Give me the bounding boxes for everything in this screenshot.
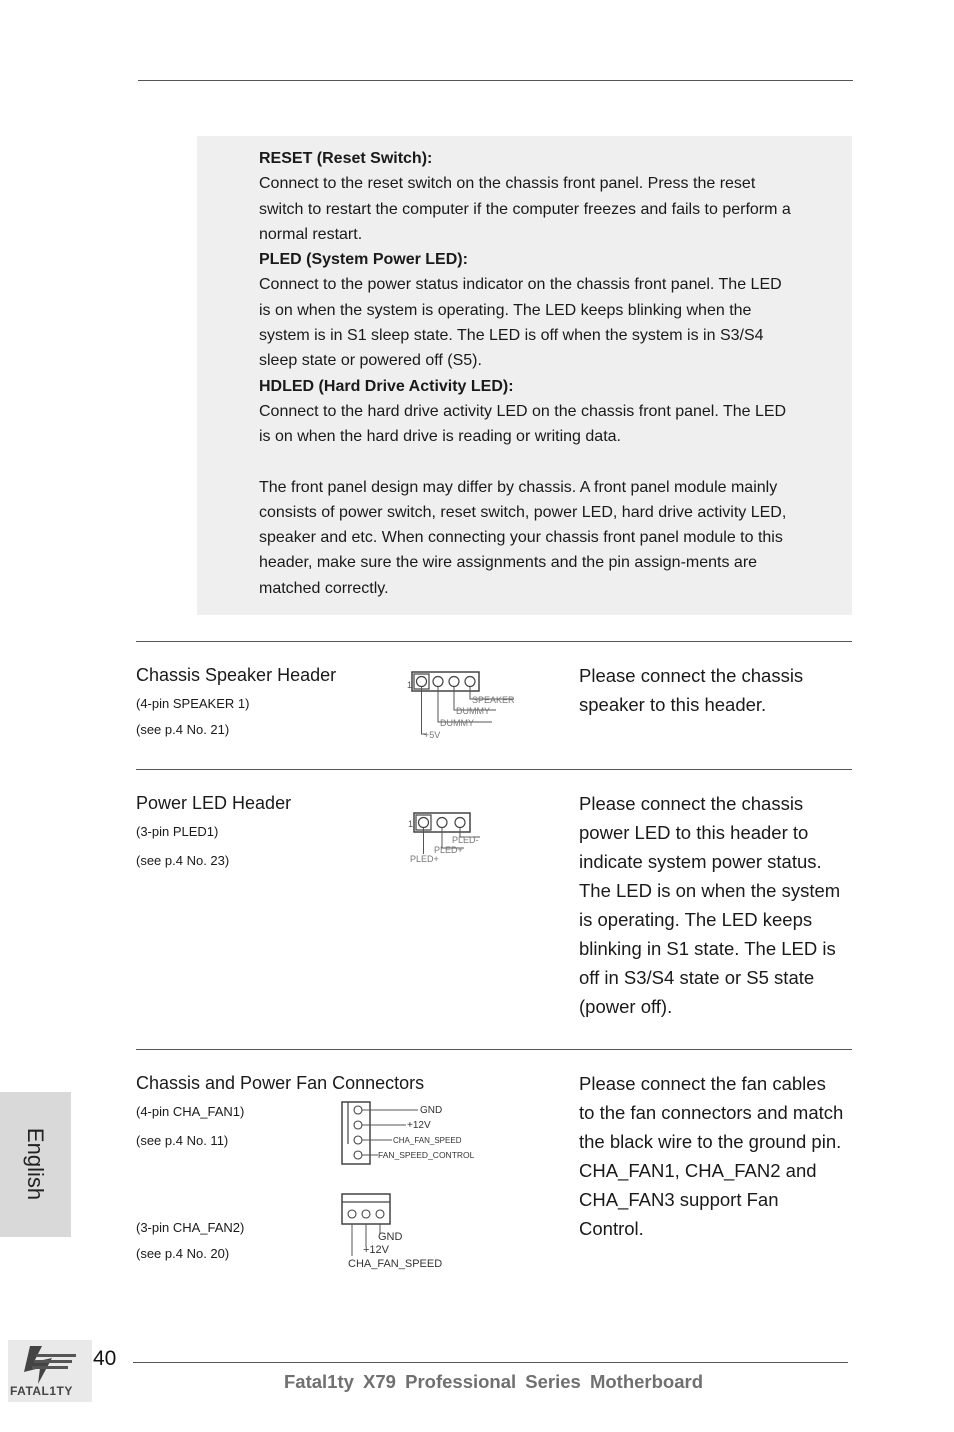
paragraph-gap (259, 450, 829, 475)
reset-heading: RESET (Reset Switch): (259, 150, 433, 167)
logo-stripe (36, 1354, 76, 1357)
pin1-marker: 1 (407, 680, 413, 690)
speaker-header-title: Chassis Speaker Header (136, 665, 337, 685)
front-panel-info-box (197, 136, 852, 615)
pin-label: +12V (363, 1244, 389, 1256)
fan2-page-ref: (see p.4 No. 20) (136, 1246, 230, 1261)
pin-label: GND (420, 1105, 443, 1116)
info-box-text (259, 146, 829, 601)
info-line: Connect to the reset switch on the chassis front panel. Press the reset (259, 175, 756, 193)
pin1-marker: 1 (408, 819, 414, 829)
pin (348, 1210, 356, 1218)
description-line: blinking in S1 state. The LED is (579, 938, 836, 959)
fatal1ty-logo (8, 1340, 92, 1402)
page-number: 40 (93, 1347, 117, 1370)
info-line: normal restart. (259, 225, 363, 243)
pled-heading: PLED (System Power LED): (259, 251, 468, 269)
description-line: to the fan connectors and match (579, 1102, 844, 1123)
info-line: is on when the system is operating. The LED keeps blinking when the (259, 301, 752, 319)
description-line: is operating. The LED keeps (579, 909, 813, 930)
info-line: Connect to the hard drive activity LED on the chassis front panel. The LED (259, 402, 787, 420)
fan-connectors-title: Chassis and Power Fan Connectors (136, 1073, 425, 1093)
pin-label: FAN_SPEED_CONTROL (378, 1150, 475, 1160)
description-line: Control. (579, 1218, 644, 1239)
pin-label: CHA_FAN_SPEED (348, 1258, 443, 1270)
pin-label: PLED+ (410, 854, 439, 864)
pin-label: +5V (424, 730, 441, 740)
pin (455, 818, 465, 828)
description-line: power LED to this header to (579, 822, 809, 843)
pin-label: +12V (407, 1120, 431, 1131)
fan1-page-ref: (see p.4 No. 11) (136, 1133, 229, 1148)
power-led-header-diagram (404, 805, 494, 867)
pin-label: GND (378, 1231, 403, 1243)
pin (354, 1106, 362, 1114)
footer-rule (133, 1362, 848, 1363)
note-line: speaker and etc. When connecting your chassis front panel module to this (259, 529, 783, 547)
section-divider (136, 769, 852, 770)
note-line: consists of power switch, reset switch, power LED, hard drive activity LED, (259, 503, 787, 521)
speaker-header-diagram (400, 665, 525, 743)
section-divider (136, 1049, 852, 1050)
info-line: Connect to the power status indicator on the chassis front panel. The LED (259, 276, 782, 294)
pin-label: SPEAKER (472, 695, 515, 705)
logo-wordmark: FATAL1TY (10, 1384, 73, 1398)
speaker-page-ref: (see p.4 No. 21) (136, 722, 230, 737)
language-tab-label: English (23, 1127, 48, 1201)
pin-label: CHA_FAN_SPEED (393, 1136, 462, 1145)
pin (362, 1210, 370, 1218)
cha-fan1-diagram (338, 1098, 498, 1168)
pin-label: PLED- (452, 835, 479, 845)
pin-label: DUMMY (456, 706, 490, 716)
pin (417, 677, 427, 687)
description-line: Please connect the chassis (579, 665, 804, 686)
pin (354, 1136, 362, 1144)
pin (354, 1151, 362, 1159)
pin (449, 677, 459, 687)
description-line: (power off). (579, 996, 673, 1017)
footer-title: Fatal1ty X79 Professional Series Motherboard (284, 1371, 704, 1392)
description-line: speaker to this header. (579, 694, 767, 715)
description-line: Please connect the fan cables (579, 1073, 826, 1094)
pin (376, 1210, 384, 1218)
connector-outline (342, 1194, 390, 1224)
power-led-description (579, 789, 859, 1021)
logo-stripe (32, 1366, 68, 1369)
pin (354, 1121, 362, 1129)
cha-fan2-diagram (340, 1190, 470, 1272)
description-line: off in S3/S4 state or S5 state (579, 967, 815, 988)
description-line: The LED is on when the system (579, 880, 841, 901)
pin (437, 818, 447, 828)
pin-label: DUMMY (440, 718, 474, 728)
section-divider (136, 641, 852, 642)
power-led-page-ref: (see p.4 No. 23) (136, 853, 230, 868)
hdled-heading: HDLED (Hard Drive Activity LED): (259, 377, 514, 395)
speaker-description (579, 661, 859, 719)
top-rule (138, 80, 853, 81)
pin (465, 677, 475, 687)
fan2-pin-info: (3-pin CHA_FAN2) (136, 1220, 245, 1235)
info-line: is on when the hard drive is reading or writing data. (259, 428, 621, 446)
note-line: The front panel design may differ by chassis. A front panel module mainly (259, 478, 778, 496)
power-led-pin-info: (3-pin PLED1) (136, 824, 219, 839)
pin (419, 818, 429, 828)
info-line: switch to restart the computer if the computer freezes and fails to perform a (259, 200, 791, 218)
description-line: the black wire to the ground pin. (579, 1131, 842, 1152)
pin-label: PLED+ (434, 845, 463, 855)
description-line: Please connect the chassis (579, 793, 804, 814)
language-side-tab (0, 1092, 71, 1237)
header-outline (412, 672, 479, 691)
wire (422, 687, 427, 734)
info-line: system is in S1 sleep state. The LED is off when the system is in S3/S4 (259, 327, 764, 345)
description-line: CHA_FAN3 support Fan (579, 1189, 779, 1210)
power-led-header-title: Power LED Header (136, 793, 292, 813)
logo-stripe (34, 1360, 72, 1363)
note-line: header, make sure the wire assignments and the pin assign-ments are (259, 554, 758, 572)
description-line: indicate system power status. (579, 851, 822, 872)
fan1-pin-info: (4-pin CHA_FAN1) (136, 1104, 245, 1119)
info-line: sleep state or powered off (S5). (259, 352, 482, 370)
description-line: CHA_FAN1, CHA_FAN2 and (579, 1160, 817, 1181)
speaker-pin-info: (4-pin SPEAKER 1) (136, 696, 250, 711)
fan-description (579, 1069, 859, 1243)
pin (433, 677, 443, 687)
note-line: matched correctly. (259, 579, 389, 597)
